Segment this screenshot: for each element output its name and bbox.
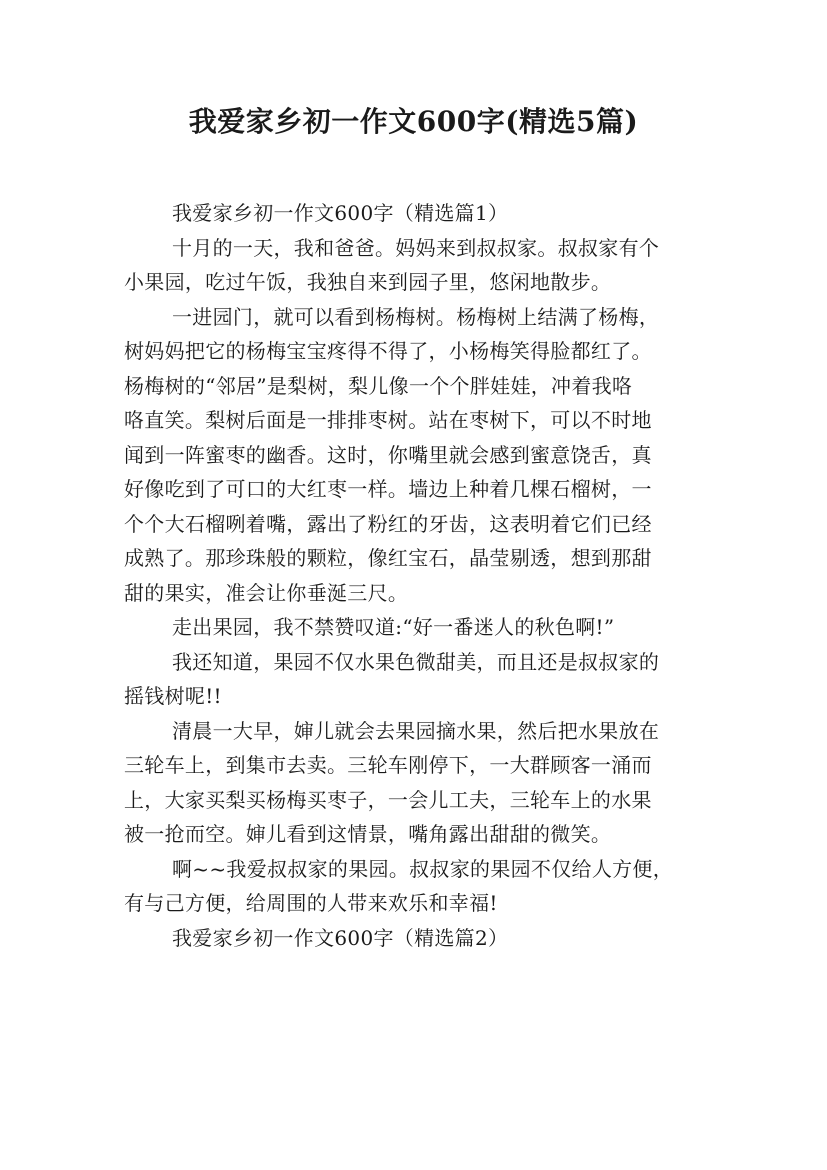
text-line: 啊~~我爱叔叔家的果园。叔叔家的果园不仅给人方便， bbox=[172, 856, 674, 881]
text-line: 十月的一天，我和爸爸。妈妈来到叔叔家。叔叔家有个 bbox=[172, 235, 660, 260]
text-line: 个个大石榴咧着嘴，露出了粉红的牙齿，这表明着它们已经 bbox=[124, 511, 652, 536]
text-line: 好像吃到了可口的大红枣一样。墙边上种着几棵石榴树，一 bbox=[124, 477, 652, 501]
text-line: 我还知道，果园不仅水果色微甜美，而且还是叔叔家的 bbox=[172, 649, 660, 674]
text-line: 我爱家乡初一作文600字（精选篇1） bbox=[172, 201, 509, 225]
text-line: 摇钱树呢!! bbox=[124, 684, 222, 708]
text-line: 杨梅树的“邻居”是梨树，梨儿像一个个胖娃娃，冲着我咯 bbox=[124, 373, 633, 398]
text-line: 一进园门，就可以看到杨梅树。杨梅树上结满了杨梅， bbox=[172, 304, 660, 329]
document-body bbox=[124, 196, 724, 955]
text-line: 成熟了。那珍珠般的颗粒，像红宝石，晶莹剔透，想到那甜 bbox=[124, 546, 652, 570]
text-line: 上，大家买梨买杨梅买枣子，一会儿工夫，三轮车上的水果 bbox=[124, 787, 652, 812]
text-line: 走出果园，我不禁赞叹道:“好一番迷人的秋色啊!” bbox=[172, 615, 615, 639]
text-line: 被一抢而空。婶儿看到这情景，嘴角露出甜甜的微笑。 bbox=[124, 822, 612, 846]
text-line: 甜的果实，准会让你垂涎三尺。 bbox=[124, 580, 409, 605]
text-line: 清晨一大早，婶儿就会去果园摘水果，然后把水果放在 bbox=[172, 718, 660, 743]
text-line: 咯直笑。梨树后面是一排排枣树。站在枣树下，可以不时地 bbox=[124, 408, 652, 432]
text-line: 小果园，吃过午饭，我独自来到园子里，悠闲地散步。 bbox=[124, 270, 612, 294]
document-title: 我爱家乡初一作文600字(精选5篇) bbox=[188, 105, 639, 138]
text-line: 树妈妈把它的杨梅宝宝疼得不得了，小杨梅笑得脸都红了。 bbox=[124, 339, 652, 363]
text-line: 三轮车上，到集市去卖。三轮车刚停下，一大群顾客一涌而 bbox=[124, 753, 652, 777]
text-line: 我爱家乡初一作文600字（精选篇2） bbox=[172, 925, 509, 950]
text-line: 闻到一阵蜜枣的幽香。这时，你嘴里就会感到蜜意饶舌，真 bbox=[124, 442, 652, 467]
text-line: 有与己方便，给周围的人带来欢乐和幸福! bbox=[124, 891, 498, 915]
